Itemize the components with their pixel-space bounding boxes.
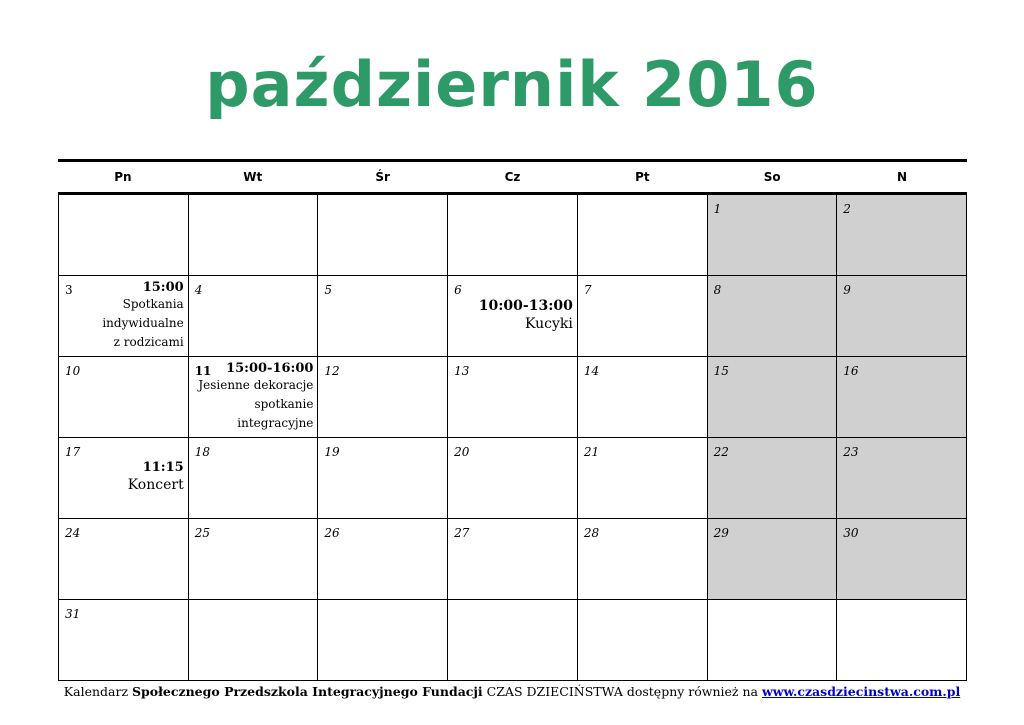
footer-org: Społecznego Przedszkola Integracyjnego Fundacji [132,684,483,699]
weekday-label: Pt [635,170,650,184]
day-number: 19 [324,445,340,459]
day-cell-empty [837,600,967,681]
day-cell [578,357,708,438]
weekday-label: Śr [375,170,390,184]
day-cell-empty [189,600,319,681]
day-number: 3 [65,283,73,297]
day-cell [59,519,189,600]
day-cell [708,519,838,600]
day-cell-empty [189,195,319,276]
day-number: 18 [194,445,210,459]
day-number: 1 [713,202,722,216]
day-cell [59,600,189,681]
footer [0,684,1024,699]
event-time: 11:15 [142,460,184,475]
day-cell [318,276,448,357]
day-cell-empty [59,195,189,276]
footer-middle: dostępny również na [622,684,762,699]
day-number: 5 [324,283,333,297]
day-cell [708,276,838,357]
day-cell-empty [448,195,578,276]
day-number: 24 [65,526,81,540]
event-text: integracyjne [237,416,314,430]
weekday-label: N [897,170,908,184]
day-number: 23 [843,445,859,459]
day-cell [578,276,708,357]
event-text: Spotkania [122,297,184,311]
weekday-label: Cz [504,170,521,184]
day-number: 11 [194,364,212,378]
day-cell [318,438,448,519]
event-text: spotkanie [254,397,314,411]
day-number: 29 [713,526,729,540]
day-number: 10 [65,364,81,378]
day-cell [578,438,708,519]
day-cell [837,276,967,357]
day-number: 13 [454,364,470,378]
day-cell [189,519,319,600]
day-cell [708,438,838,519]
weekday-label: So [763,170,781,184]
day-cell [837,519,967,600]
page-title: październik 2016 [205,48,819,121]
day-cell [189,438,319,519]
day-number: 7 [583,283,592,297]
event-text: indywidualne [102,316,184,330]
day-number: 4 [194,283,203,297]
day-number: 21 [583,445,600,459]
day-number: 28 [583,526,600,540]
day-number: 8 [713,283,722,297]
day-number: 31 [65,607,81,621]
day-cell [708,357,838,438]
day-cell [59,438,189,519]
day-number: 15 [713,364,729,378]
event [479,298,573,334]
calendar-grid [58,195,967,681]
calendar [58,159,967,681]
day-cell [708,195,838,276]
day-cell [59,357,189,438]
day-number: 22 [713,445,729,459]
day-number: 14 [583,364,600,378]
day-cell [59,276,189,357]
event-text: Jesienne dekoracje [198,378,314,392]
day-cell-empty [318,600,448,681]
day-number: 16 [843,364,859,378]
day-cell-empty [448,600,578,681]
day-number: 9 [843,283,851,297]
day-cell [318,519,448,600]
day-cell [837,357,967,438]
day-number: 20 [454,445,470,459]
day-number: 25 [194,526,210,540]
day-number: 6 [454,283,462,297]
day-cell-empty [578,600,708,681]
day-cell [448,438,578,519]
event-time: 15:00-16:00 [226,361,314,376]
footer-link[interactable]: www.czasdziecinstwa.com.pl [761,684,961,699]
day-number: 17 [65,445,81,459]
day-cell [318,357,448,438]
day-cell-empty [578,195,708,276]
event [198,361,313,433]
event-text: Kucyki [524,316,573,332]
day-number: 2 [843,202,851,216]
event-text: z rodzicami [113,335,184,349]
day-cell [189,276,319,357]
event-text: Koncert [127,477,184,493]
day-cell [837,195,967,276]
event-time: 15:00 [142,280,184,295]
footer-prefix: Kalendarz [63,684,133,699]
day-number: 30 [843,526,859,540]
day-cell [578,519,708,600]
footer-brand: CZAS DZIECIŃSTWA [486,684,623,699]
day-number: 12 [324,364,340,378]
day-cell [837,438,967,519]
day-number: 27 [454,526,470,540]
event [128,460,184,495]
day-cell [189,357,319,438]
weekday-header [58,159,967,195]
weekday-label: Pn [114,170,132,184]
event [102,280,183,352]
day-cell [448,519,578,600]
day-cell [448,357,578,438]
weekday-label: Wt [243,170,263,184]
day-number: 26 [324,526,340,540]
day-cell-empty [708,600,838,681]
day-cell [448,276,578,357]
event-time: 10:00-13:00 [478,298,573,314]
day-cell-empty [318,195,448,276]
